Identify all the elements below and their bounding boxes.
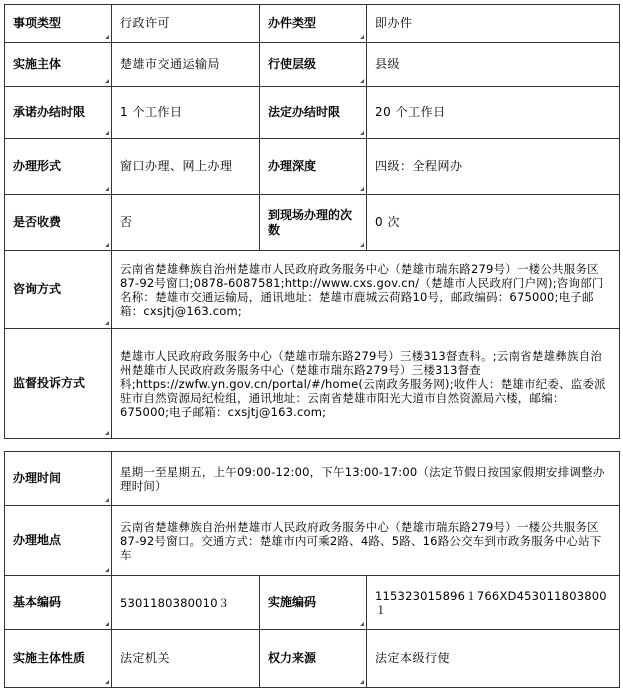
value-implementer: 楚雄市交通运输局 [112, 43, 260, 87]
table-row [5, 195, 620, 251]
label-power-source: 权力来源 [260, 630, 367, 688]
value-legal-time: 20 个工作日 [367, 87, 620, 139]
table-row [5, 576, 620, 630]
value-visit-count: 0 次 [367, 195, 620, 251]
label-impl-code: 实施编码 [260, 576, 367, 630]
label-fee: 是否收费 [5, 195, 112, 251]
table-row [5, 43, 620, 87]
label-handling-time: 办理时间 [5, 452, 112, 506]
label-consult: 咨询方式 [5, 251, 112, 329]
label-level: 行使层级 [260, 43, 367, 87]
table-row [5, 506, 620, 576]
label-basic-code: 基本编码 [5, 576, 112, 630]
value-fee: 否 [112, 195, 260, 251]
label-legal-time: 法定办结时限 [260, 87, 367, 139]
label-complaint: 监督投诉方式 [5, 329, 112, 439]
table-row [5, 5, 620, 43]
label-handling-place: 办理地点 [5, 506, 112, 576]
table-row [5, 87, 620, 139]
info-table-lower [4, 451, 620, 688]
table-row [5, 329, 620, 439]
info-table-upper [4, 4, 620, 439]
value-handling-form: 窗口办理、网上办理 [112, 139, 260, 195]
label-item-type: 事项类型 [5, 5, 112, 43]
value-handling-time: 星期一至星期五，上午09:00-12:00，下午13:00-17:00（法定节假日按国家假期安排调整办理时间） [112, 452, 620, 506]
value-basic-code: 5301180380010３ [112, 576, 260, 630]
table-row [5, 139, 620, 195]
value-impl-code: 115323015896１766XD453011803800１ [367, 576, 620, 630]
value-promised-time: 1 个工作日 [112, 87, 260, 139]
value-case-type: 即办件 [367, 5, 620, 43]
value-consult: 云南省楚雄彝族自治州楚雄市人民政府政务服务中心（楚雄市瑞东路279号）一楼公共服务区87-92号窗口;0878-6087581;http://www.cxs.gov.cn/（楚雄市人民政府门户网);咨询部门名称：楚雄市交通运输局，通讯地址：楚雄市鹿城云荷路10号，邮政编码：675000;电子邮箱：cxsjtj@163.com; [112, 251, 620, 329]
table-row [5, 452, 620, 506]
value-handling-depth: 四级：全程网办 [367, 139, 620, 195]
value-implementer-nature: 法定机关 [112, 630, 260, 688]
value-power-source: 法定本级行使 [367, 630, 620, 688]
value-complaint: 楚雄市人民政府政务服务中心（楚雄市瑞东路279号）三楼313督查科。;云南省楚雄彝族自治州楚雄市人民政府政务服务中心（楚雄市瑞东路279号）三楼313督查科;https://zwfw.yn.gov.cn/portal/#/home(云南政务服务网);收件人：楚雄市纪委、监委派驻市自然资源局纪检组，通讯地址：云南省楚雄市阳光大道市自然资源局六楼，邮编：675000;电子邮箱：cxsjtj@163.com; [112, 329, 620, 439]
value-handling-place: 云南省楚雄彝族自治州楚雄市人民政府政务服务中心（楚雄市瑞东路279号）一楼公共服务区87-92号窗口。交通方式：楚雄市内可乘2路、4路、5路、16路公交车到市政务服务中心站下车 [112, 506, 620, 576]
label-case-type: 办件类型 [260, 5, 367, 43]
label-visit-count: 到现场办理的次数 [260, 195, 367, 251]
value-level: 县级 [367, 43, 620, 87]
value-item-type: 行政许可 [112, 5, 260, 43]
table-row [5, 251, 620, 329]
label-implementer-nature: 实施主体性质 [5, 630, 112, 688]
label-handling-form: 办理形式 [5, 139, 112, 195]
label-implementer: 实施主体 [5, 43, 112, 87]
label-promised-time: 承诺办结时限 [5, 87, 112, 139]
table-row [5, 630, 620, 688]
label-handling-depth: 办理深度 [260, 139, 367, 195]
